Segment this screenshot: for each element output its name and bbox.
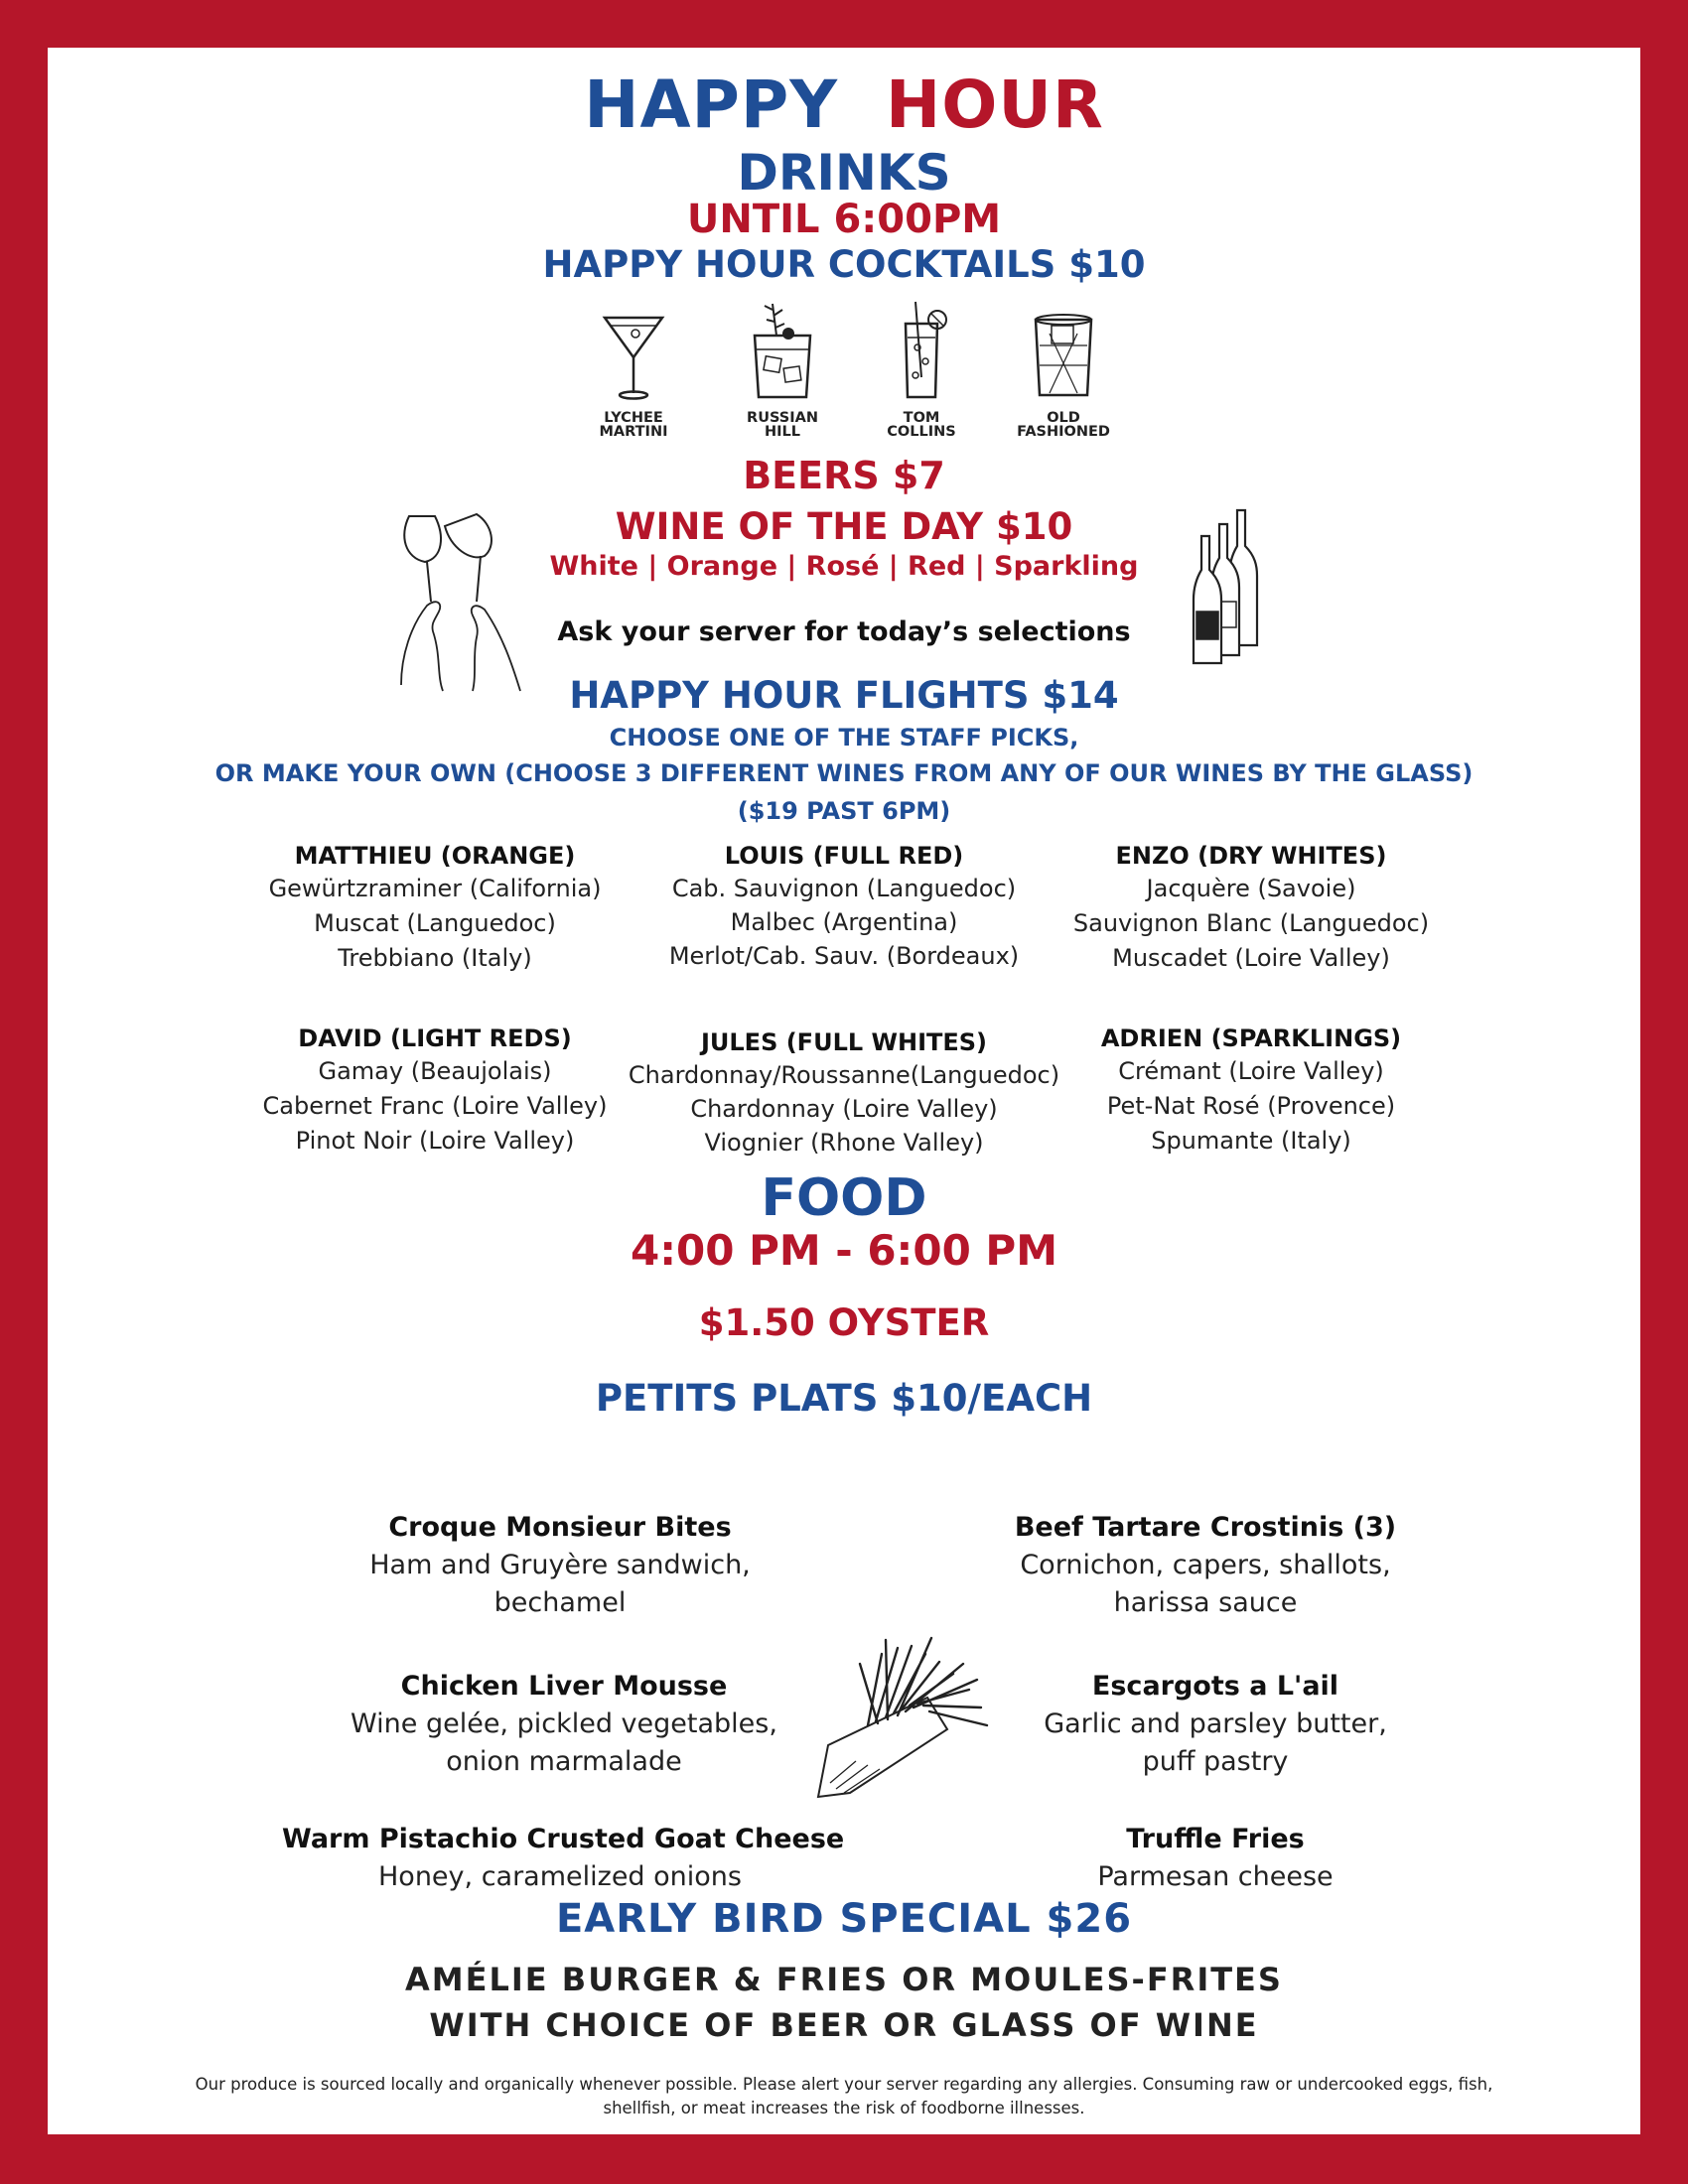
cocktail-label-line1: OLD (1047, 410, 1080, 426)
cocktail-russian-hill (703, 298, 862, 439)
flight-pick-name: DAVID (LIGHT REDS) (298, 1024, 572, 1052)
flight-pick-name: ENZO (DRY WHITES) (1115, 842, 1387, 870)
dish-description: Wine gelée, pickled vegetables, (351, 1708, 777, 1739)
cocktail-label-line2: FASHIONED (1017, 424, 1110, 440)
dish-description: Ham and Gruyère sandwich, (369, 1550, 751, 1580)
drinks-until-time: UNTIL 6:00PM (686, 197, 1002, 242)
dish-name: Chicken Liver Mousse (400, 1671, 728, 1702)
dish-description: bechamel (493, 1587, 627, 1618)
flight-wine: Trebbiano (Italy) (338, 944, 532, 972)
flight-wine: Pinot Noir (Loire Valley) (295, 1127, 575, 1155)
allergy-disclaimer-line2: shellfish, or meat increases the risk of foodborne illnesses. (603, 2099, 1085, 2117)
dish-name: Escargots a L'ail (1091, 1671, 1339, 1702)
flight-pick-name: ADRIEN (SPARKLINGS) (1100, 1024, 1402, 1052)
flights-heading: HAPPY HOUR FLIGHTS $14 (569, 674, 1119, 717)
dish-truffle-fries (937, 1821, 1493, 1896)
beers-price: BEERS $7 (743, 454, 945, 497)
wine-bottles-icon (1182, 506, 1271, 665)
flights-past-6pm-price: ($19 PAST 6PM) (737, 797, 951, 825)
dish-description: Cornichon, capers, shallots, (1020, 1550, 1391, 1580)
drinks-heading: DRINKS (737, 144, 951, 202)
flights-instructions-2: OR MAKE YOUR OWN (CHOOSE 3 DIFFERENT WINES FROM ANY OF OUR WINES BY THE GLASS) (214, 759, 1474, 787)
flight-pick-jules (626, 1026, 1062, 1160)
cocktail-label-line1: LYCHEE (604, 410, 663, 426)
title-hour: HOUR (886, 67, 1104, 143)
flight-wine: Cabernet Franc (Loire Valley) (262, 1092, 608, 1120)
early-bird-offer-line2: WITH CHOICE OF BEER OR GLASS OF WINE (429, 2006, 1259, 2044)
dish-chicken-liver-mousse (286, 1668, 842, 1781)
dish-description: onion marmalade (446, 1746, 682, 1777)
dish-name: Beef Tartare Crostinis (3) (1014, 1512, 1397, 1543)
flight-wine: Jacquère (Savoie) (1146, 875, 1356, 902)
allergy-disclaimer-line1: Our produce is sourced locally and organically whenever possible. Please alert your server regarding any allergies. Consuming raw or undercooked eggs, fish, (195, 2075, 1493, 2094)
flight-pick-matthieu (216, 840, 653, 976)
old-fashioned-glass-icon (1026, 306, 1101, 403)
rocks-glass-icon (743, 298, 822, 403)
flight-pick-david (216, 1023, 653, 1159)
wine-of-the-day-heading: WINE OF THE DAY $10 (615, 505, 1073, 548)
flight-wine: Chardonnay (Loire Valley) (690, 1095, 998, 1123)
flight-wine: Gamay (Beaujolais) (318, 1057, 552, 1085)
flight-pick-name: MATTHIEU (ORANGE) (294, 842, 576, 870)
flight-wine: Chardonnay/Roussanne(Languedoc) (628, 1061, 1060, 1089)
flight-wine: Sauvignon Blanc (Languedoc) (1072, 909, 1430, 937)
flight-wine: Pet-Nat Rosé (Provence) (1106, 1092, 1396, 1120)
oyster-price: $1.50 OYSTER (698, 1301, 990, 1344)
cocktail-old-fashioned (984, 306, 1143, 439)
flight-pick-name: JULES (FULL WHITES) (700, 1028, 988, 1056)
wine-selection-note: Ask your server for today’s selections (557, 616, 1131, 647)
french-fries-icon (778, 1634, 1013, 1803)
cocktail-label-line1: RUSSIAN (747, 410, 818, 426)
flight-wine: Viognier (Rhone Valley) (704, 1129, 984, 1157)
dish-beef-tartare (927, 1509, 1483, 1622)
flight-pick-name: LOUIS (FULL RED) (724, 842, 964, 870)
flight-pick-enzo (1033, 840, 1470, 976)
flight-wine: Malbec (Argentina) (730, 908, 958, 936)
cocktail-label-line2: MARTINI (599, 424, 668, 440)
dish-description: Garlic and parsley butter, (1044, 1708, 1387, 1739)
collins-glass-icon (892, 298, 951, 403)
dish-croque-monsieur (282, 1509, 838, 1622)
cocktail-lychee-martini (554, 304, 713, 439)
flight-wine: Gewürtzraminer (California) (268, 875, 602, 902)
flight-pick-louis (626, 840, 1062, 973)
flights-instructions-1: CHOOSE ONE OF THE STAFF PICKS, (609, 724, 1079, 751)
page-title (48, 66, 1640, 145)
flight-pick-adrien (1033, 1023, 1470, 1159)
cocktail-label-line2: COLLINS (887, 424, 956, 440)
dish-name: Warm Pistachio Crusted Goat Cheese (282, 1824, 845, 1854)
dish-name: Croque Monsieur Bites (388, 1512, 732, 1543)
petits-plats-heading: PETITS PLATS $10/EACH (595, 1377, 1093, 1420)
flight-wine: Cab. Sauvignon (Languedoc) (671, 875, 1017, 902)
flight-wine: Merlot/Cab. Sauv. (Bordeaux) (668, 942, 1020, 970)
food-heading: FOOD (761, 1168, 927, 1228)
dish-description: Honey, caramelized onions (378, 1861, 742, 1892)
cocktail-label-line2: HILL (764, 424, 800, 440)
dish-description: Parmesan cheese (1097, 1861, 1334, 1892)
flight-wine: Spumante (Italy) (1151, 1127, 1351, 1155)
flight-wine: Muscat (Languedoc) (314, 909, 556, 937)
dish-escargots (937, 1668, 1493, 1781)
dish-name: Truffle Fries (1126, 1824, 1305, 1854)
food-hours: 4:00 PM - 6:00 PM (630, 1226, 1057, 1275)
dish-description: puff pastry (1142, 1746, 1289, 1777)
cocktail-tom-collins (842, 298, 1001, 439)
early-bird-heading: EARLY BIRD SPECIAL $26 (555, 1896, 1133, 1942)
dish-description: harissa sauce (1113, 1587, 1298, 1618)
early-bird-offer-line1: AMÉLIE BURGER & FRIES OR MOULES-FRITES (405, 1961, 1283, 1998)
martini-glass-icon (599, 304, 668, 403)
title-happy: HAPPY (584, 67, 839, 143)
flight-wine: Muscadet (Loire Valley) (1112, 944, 1390, 972)
cocktail-label-line1: TOM (903, 410, 940, 426)
cocktails-heading: HAPPY HOUR COCKTAILS $10 (542, 243, 1146, 286)
wine-types: White | Orange | Rosé | Red | Sparkling (549, 551, 1139, 582)
cheers-toast-icon (381, 506, 530, 695)
menu-page (48, 48, 1640, 2134)
dish-goat-cheese (282, 1821, 845, 1896)
flight-wine: Crémant (Loire Valley) (1118, 1057, 1384, 1085)
